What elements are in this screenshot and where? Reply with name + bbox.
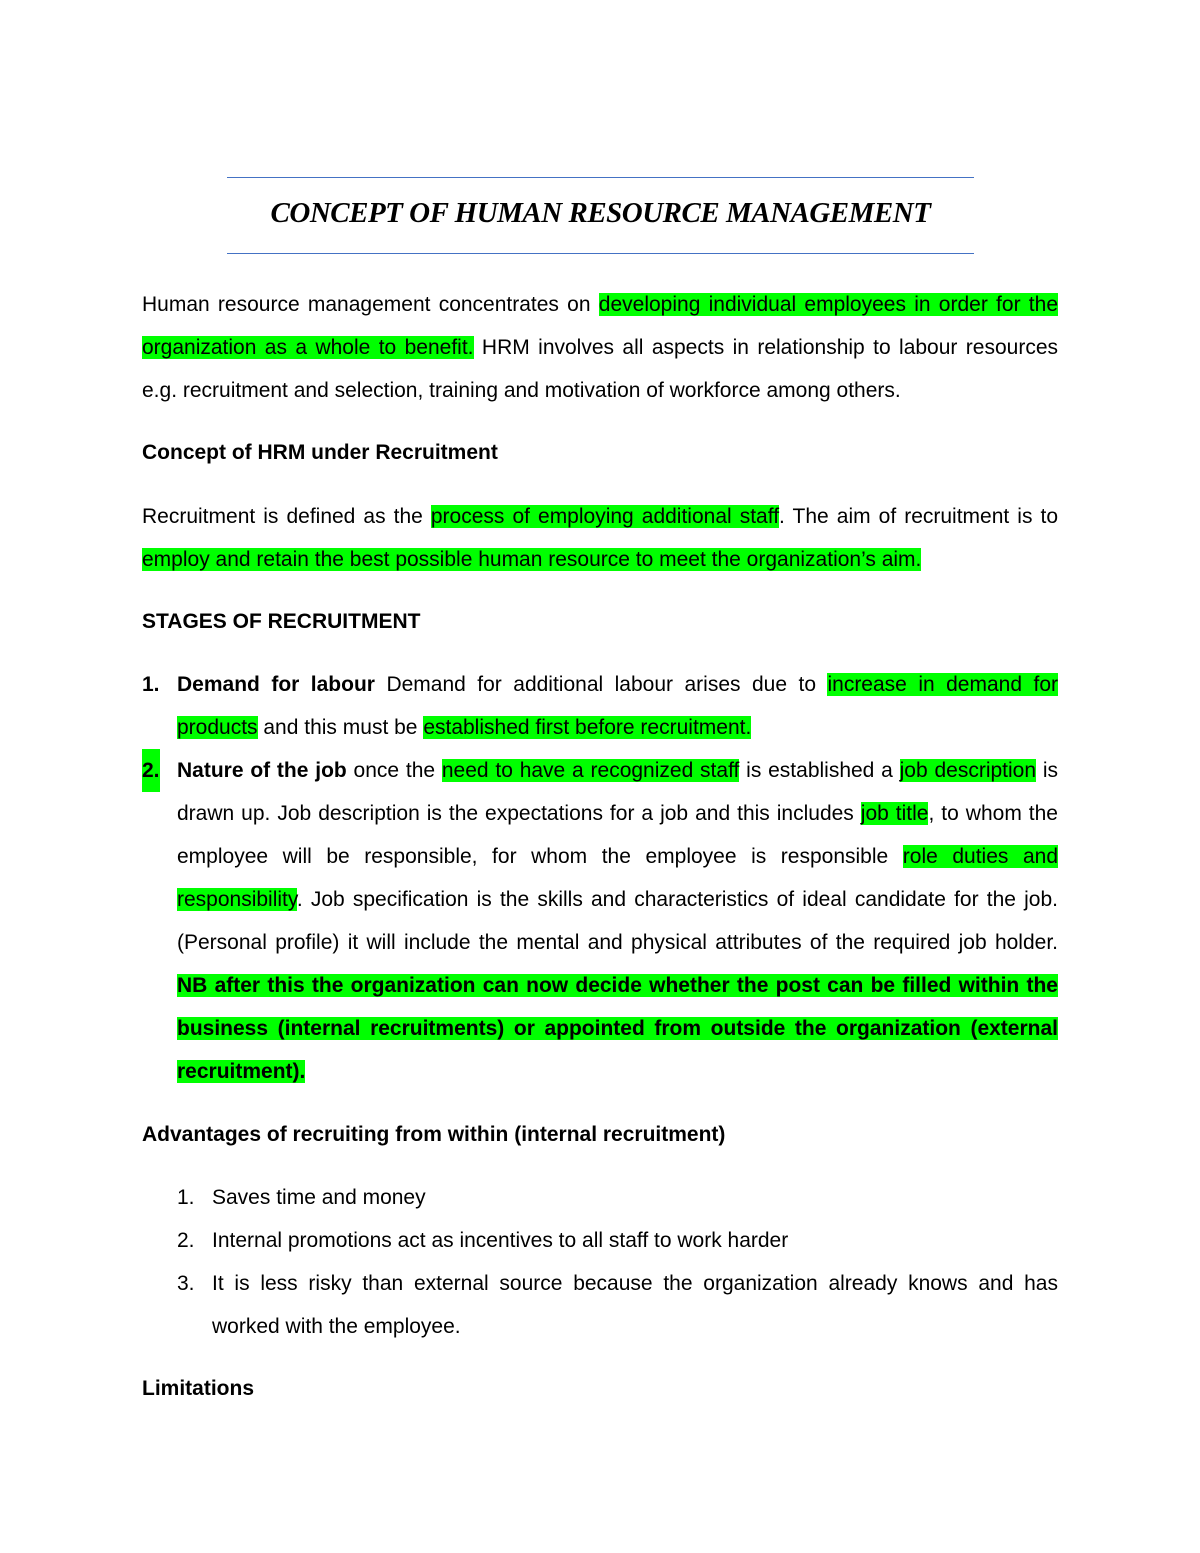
stage-note-highlight: NB after this the organization can now decide whether the post can be filled within the business (internal recruitments) or appointed from outside the organization (external recruitment).: [177, 974, 1058, 1083]
stage-item: [142, 749, 1058, 1093]
stage-item: [142, 663, 1058, 749]
stage-text: and this must be: [257, 716, 424, 739]
advantage-number: 2.: [177, 1229, 195, 1252]
stage-highlight: job title: [860, 802, 929, 825]
recruitment-highlight: process of employing additional staff: [430, 505, 780, 528]
advantage-text: Internal promotions act as incentives to all staff to work harder: [212, 1229, 789, 1252]
stage-highlight: job description: [899, 759, 1037, 782]
stage-text: is established a: [739, 759, 900, 782]
stage-highlight: increase in demand for products: [177, 673, 1058, 739]
stage-number: 2.: [142, 749, 160, 792]
stage-text: Demand for additional labour arises due to: [374, 673, 828, 696]
intro-paragraph: [142, 283, 1058, 412]
heading-limitations: Limitations: [142, 1377, 255, 1400]
stage-text: once the: [346, 759, 442, 782]
stage-title: Nature of the job: [177, 759, 347, 782]
heading-advantages: Advantages of recruiting from within (internal recruitment): [142, 1123, 726, 1146]
advantage-item: [142, 1262, 1058, 1348]
advantage-number: 1.: [177, 1186, 195, 1209]
recruitment-text-2: . The aim of recruitment is to: [779, 505, 1059, 528]
intro-highlight: developing individual employees in order for the organization as a whole to benefit.: [142, 293, 1058, 359]
advantages-list: [142, 1176, 1058, 1348]
advantage-item: [142, 1176, 1058, 1219]
heading-stages: STAGES OF RECRUITMENT: [142, 610, 421, 633]
stage-number: 1.: [142, 673, 160, 696]
stage-highlight: established first before recruitment.: [423, 716, 752, 739]
stage-text: . Job specification is the skills and characteristics of ideal candidate for the job. (Personal profile) it will include the mental and physical attributes of the required job holder.: [177, 888, 1058, 954]
page-title: CONCEPT OF HUMAN RESOURCE MANAGEMENT: [270, 197, 931, 229]
stage-title: Demand for labour: [177, 673, 375, 696]
stage-text: is drawn up. Job description is the expectations for a job and this includes: [177, 759, 1058, 825]
recruitment-highlight-2: employ and retain the best possible human resource to meet the organization’s aim.: [142, 548, 922, 571]
advantage-text: Saves time and money: [212, 1186, 426, 1209]
stage-text: , to whom the employee will be responsible, for whom the employee is responsible: [177, 802, 1058, 868]
intro-text: Human resource management concentrates on: [142, 293, 599, 316]
intro-text-2: HRM involves all aspects in relationship to labour resources e.g. recruitment and selection, training and motivation of workforce among others.: [142, 336, 1059, 402]
heading-recruitment: Concept of HRM under Recruitment: [142, 441, 498, 464]
recruitment-text: Recruitment is defined as the: [142, 505, 431, 528]
title-bottom-rule: [227, 253, 974, 254]
advantage-item: [142, 1219, 1058, 1262]
stages-list: [142, 663, 1058, 1093]
title-top-rule: [227, 177, 974, 178]
recruitment-paragraph: [142, 495, 1058, 581]
advantage-number: 3.: [177, 1272, 195, 1295]
advantage-text: It is less risky than external source because the organization already knows and has worked with the employee.: [212, 1272, 1058, 1338]
stage-highlight: role duties and responsibility: [177, 845, 1058, 911]
stage-highlight: need to have a recognized staff: [441, 759, 740, 782]
